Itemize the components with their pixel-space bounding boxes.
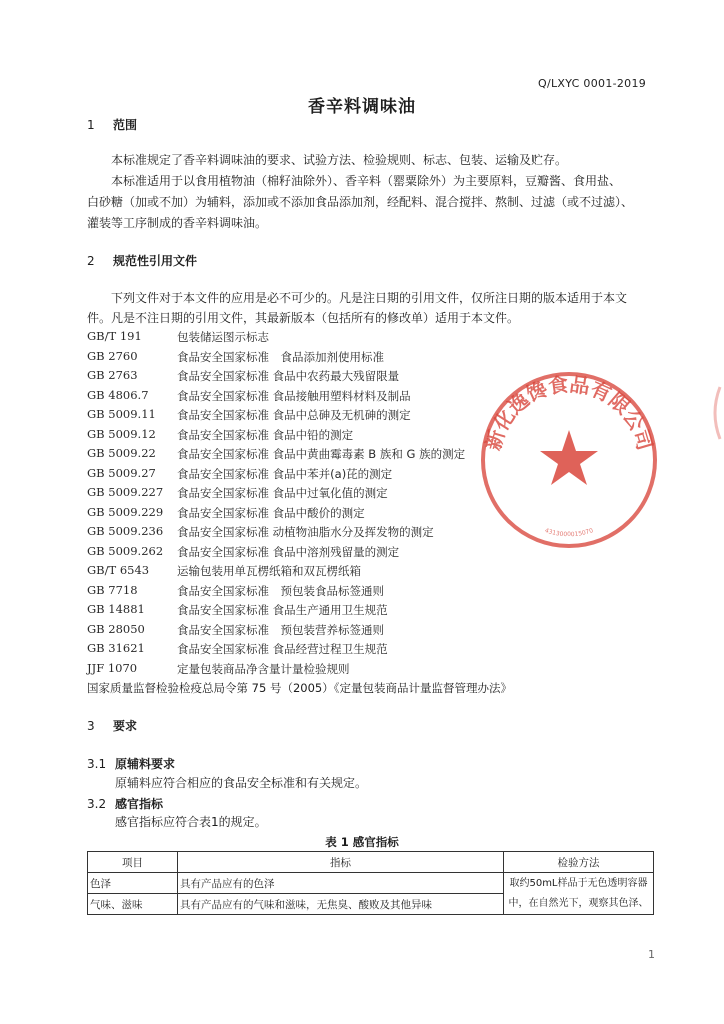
subsection-number: 3.1 bbox=[87, 757, 107, 771]
table-cell-method bbox=[504, 873, 654, 915]
table-method-line: 取约50mL样品于无色透明容器 bbox=[509, 877, 648, 889]
reference-title: 食品安全国家标准 动植物油脂水分及挥发物的测定 bbox=[177, 525, 434, 539]
table-cell-item: 气味、滋味 bbox=[88, 894, 178, 915]
reference-title: 食品安全国家标准 食品生产通用卫生规范 bbox=[177, 603, 388, 617]
seal-code: 4313000015070 bbox=[543, 527, 595, 539]
reference-code: JJF 1070 bbox=[87, 661, 138, 675]
reference-code: GB 5009.229 bbox=[87, 505, 164, 519]
section-1-paragraph: 白砂糖（加或不加）为辅料，添加或不添加食品添加剂，经配料、混合搅拌、熬制、过滤（或不过滤）、 bbox=[87, 195, 634, 209]
section-2-intro: 件。凡是不注日期的引用文件，其最新版本（包括所有的修改单）适用于本文件。 bbox=[87, 311, 520, 325]
reference-title: 食品安全国家标准 食品中过氧化值的测定 bbox=[177, 486, 388, 500]
reference-title: 定量包装商品净含量计量检验规则 bbox=[177, 662, 350, 676]
subsection-3-2-heading bbox=[87, 795, 163, 812]
reference-title: 食品安全国家标准 食品中农药最大残留限量 bbox=[177, 369, 400, 383]
section-2-number: 2 bbox=[87, 254, 95, 268]
seal-text: 新化逸馋食品有限公司 bbox=[480, 371, 658, 453]
reference-code: GB/T 191 bbox=[87, 329, 142, 343]
subsection-3-1-text: 原辅料应符合相应的食品安全标准和有关规定。 bbox=[115, 776, 368, 790]
section-1-paragraph: 本标准规定了香辛料调味油的要求、试验方法、检验规则、标志、包装、运输及贮存。 bbox=[111, 153, 568, 167]
reference-title: 食品安全国家标准 食品中总砷及无机砷的测定 bbox=[177, 408, 411, 422]
reference-title: 包装储运图示标志 bbox=[177, 330, 269, 344]
reference-code: GB 14881 bbox=[87, 602, 145, 616]
section-1-title: 范围 bbox=[113, 118, 138, 132]
reference-title: 食品安全国家标准 食品中苯并(a)芘的测定 bbox=[177, 467, 393, 481]
reference-title: 食品安全国家标准 食品中酸价的测定 bbox=[177, 506, 365, 520]
table-cell-spec: 具有产品应有的气味和滋味，无焦臭、酸败及其他异味 bbox=[178, 894, 504, 915]
reference-title: 食品安全国家标准 预包装食品标签通则 bbox=[177, 584, 384, 598]
reference-title: 食品安全国家标准 食品经营过程卫生规范 bbox=[177, 642, 388, 656]
reference-title: 食品安全国家标准 食品中黄曲霉毒素 B 族和 G 族的测定 bbox=[177, 447, 466, 461]
table-row bbox=[88, 873, 654, 894]
document-title: 香辛料调味油 bbox=[308, 97, 416, 117]
table-header-cell: 检验方法 bbox=[504, 852, 654, 873]
page-number: 1 bbox=[648, 948, 655, 961]
reference-title: 运输包装用单瓦楞纸箱和双瓦楞纸箱 bbox=[177, 564, 361, 578]
table-cell-spec: 具有产品应有的色泽 bbox=[178, 873, 504, 894]
standard-code: Q/LXYC 0001-2019 bbox=[538, 77, 647, 90]
reference-title: 食品安全国家标准 食品中溶剂残留量的测定 bbox=[177, 545, 400, 559]
section-1-paragraph: 灌装等工序制成的香辛料调味油。 bbox=[87, 216, 268, 230]
reference-code: GB 5009.22 bbox=[87, 446, 156, 460]
reference-title: 食品安全国家标准 食品接触用塑料材料及制品 bbox=[177, 389, 411, 403]
reference-code: GB 2763 bbox=[87, 368, 138, 382]
company-seal bbox=[477, 368, 661, 552]
section-3-number: 3 bbox=[87, 719, 95, 733]
section-2-heading bbox=[87, 252, 197, 269]
seal-star-icon bbox=[540, 430, 598, 485]
reference-code: GB 5009.27 bbox=[87, 466, 156, 480]
table-header-cell: 项目 bbox=[88, 852, 178, 873]
reference-code: GB 28050 bbox=[87, 622, 145, 636]
reference-title: 食品安全国家标准 预包装营养标签通则 bbox=[177, 623, 384, 637]
reference-title: 食品安全国家标准 食品中铅的测定 bbox=[177, 428, 354, 442]
reference-code: GB 7718 bbox=[87, 583, 138, 597]
section-3-heading bbox=[87, 717, 137, 734]
table-header-cell: 指标 bbox=[178, 852, 504, 873]
subsection-number: 3.2 bbox=[87, 797, 107, 811]
reference-code: GB/T 6543 bbox=[87, 563, 150, 577]
section-2-title: 规范性引用文件 bbox=[113, 254, 198, 268]
subsection-3-1-heading bbox=[87, 755, 175, 772]
reference-code: GB 5009.12 bbox=[87, 427, 156, 441]
subsection-3-2-text: 感官指标应符合表1的规定。 bbox=[115, 815, 267, 829]
reference-code: GB 5009.227 bbox=[87, 485, 164, 499]
reference-title: 食品安全国家标准 食品添加剂使用标准 bbox=[177, 350, 384, 364]
subsection-title: 感官指标 bbox=[115, 797, 164, 811]
table-cell-item: 色泽 bbox=[88, 873, 178, 894]
subsection-title: 原辅料要求 bbox=[115, 757, 176, 771]
reference-code: GB 4806.7 bbox=[87, 388, 149, 402]
table-caption: 表 1 感官指标 bbox=[325, 835, 399, 849]
reference-code: GB 2760 bbox=[87, 349, 138, 363]
reference-code: GB 5009.262 bbox=[87, 544, 164, 558]
section-2-intro: 下列文件对于本文件的应用是必不可少的。凡是注日期的引用文件，仅所注日期的版本适用于本文 bbox=[111, 291, 628, 305]
seal-edge-fragment bbox=[706, 383, 722, 443]
reference-code: GB 31621 bbox=[87, 641, 145, 655]
section-1-number: 1 bbox=[87, 118, 95, 132]
section-3-title: 要求 bbox=[113, 719, 138, 733]
table-header-row bbox=[88, 852, 654, 873]
section-1-heading bbox=[87, 116, 137, 133]
section-1-paragraph: 本标准适用于以食用植物油（棉籽油除外）、香辛料（罂粟除外）为主要原料，豆瓣酱、食用盐、 bbox=[111, 174, 622, 188]
reference-decree: 国家质量监督检验检疫总局令第 75 号（2005）《定量包装商品计量监督管理办法》 bbox=[87, 681, 512, 695]
table-method-line: 中，在自然光下，观察其色泽、 bbox=[508, 897, 649, 909]
reference-code: GB 5009.236 bbox=[87, 524, 164, 538]
reference-code: GB 5009.11 bbox=[87, 407, 156, 421]
sensory-table bbox=[87, 851, 654, 915]
